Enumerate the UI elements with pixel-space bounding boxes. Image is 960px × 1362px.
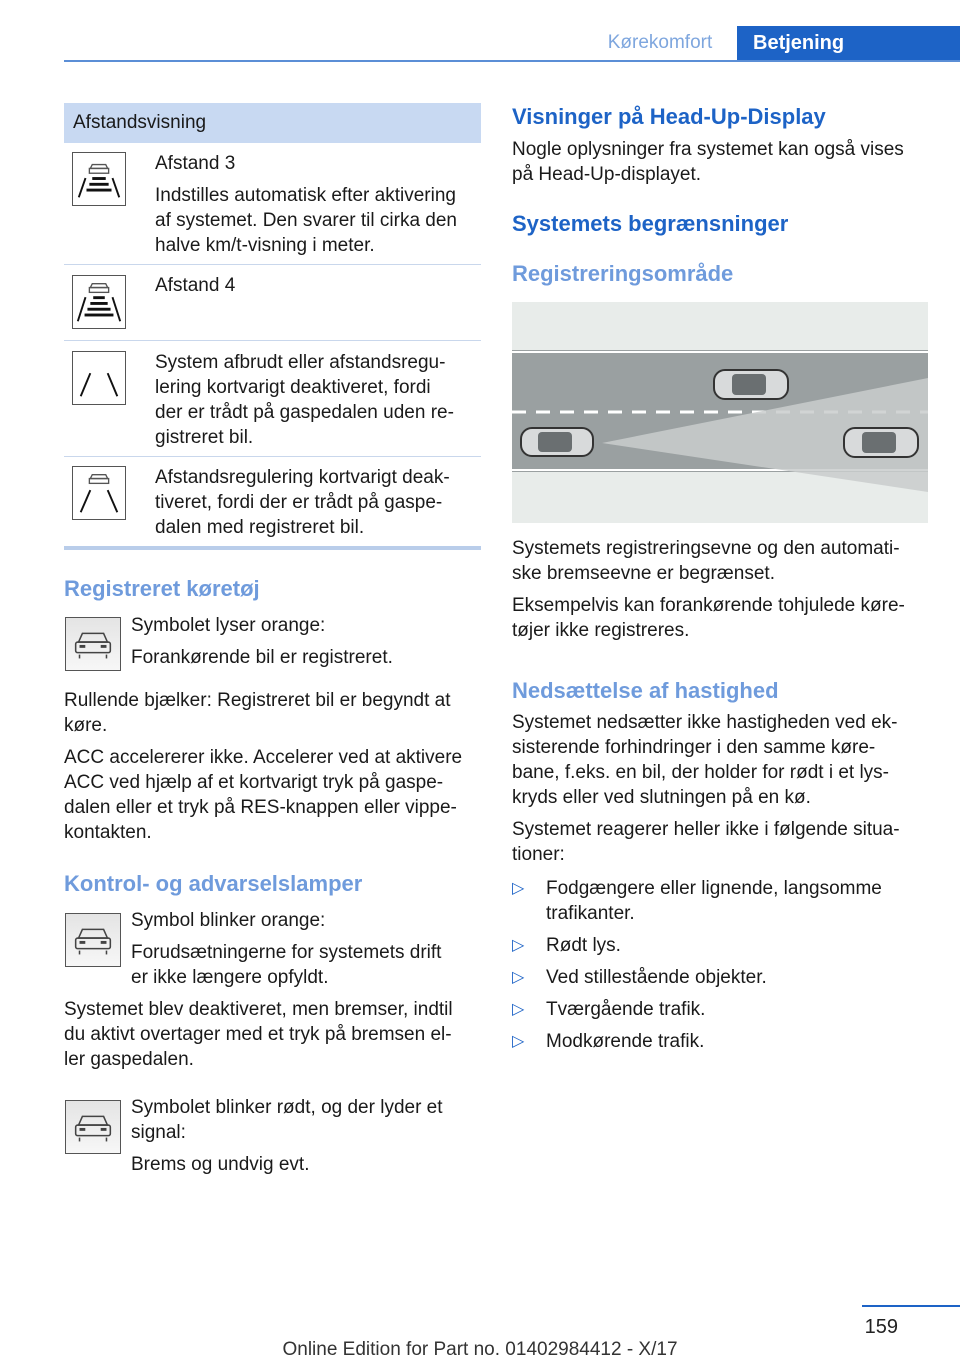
car-lane-icon [72, 466, 126, 520]
red-symbol-line: signal: [131, 1122, 186, 1143]
car-warning-orange-icon [65, 913, 121, 967]
car-warning-red-icon [65, 1100, 121, 1154]
distance-4-title: Afstand 4 [155, 275, 236, 296]
warning-symbol-text: Symbol blinker orange: [131, 910, 326, 931]
range-text-line: Eksempelvis kan forankørende tohjulede køre- [512, 595, 905, 616]
table-row-divider [64, 264, 481, 265]
bullet-triangle-icon: ▷ [512, 937, 525, 954]
speed-text-line: kryds eller ved slutningen på en kø. [512, 787, 811, 808]
car-lane-desc-line: tiveret, fordi der er trådt på gaspe- [155, 492, 443, 513]
acc-text-line: ACC ved hjælp af et kortvarigt tryk på gaspe- [64, 772, 444, 793]
header-tab-korekomfort[interactable]: Kørekomfort [607, 32, 713, 53]
warning-desc-line: Forudsætningerne for systemets drift [131, 942, 442, 963]
car-lane-desc-line: Afstandsregulering kortvarigt deak- [155, 467, 450, 488]
header-tab-betjening[interactable]: Betjening [737, 26, 960, 62]
distance-3-desc-line: halve km/t-visning i meter. [155, 235, 375, 256]
table-row-divider [64, 340, 481, 341]
acc-text-line: ACC accelererer ikke. Accelerer ved at aktivere [64, 747, 463, 768]
bullet-text: Ved stillestående objekter. [546, 967, 767, 988]
hud-text-line: på Head-Up-displayet. [512, 164, 702, 185]
table-bottom-rule [64, 546, 481, 550]
distance-3-icon [72, 152, 126, 206]
registered-symbol-text: Symbolet lyser orange: [131, 615, 326, 636]
car-ahead-same-lane-icon [844, 428, 918, 457]
limits-heading: Systemets begrænsninger [512, 211, 789, 236]
distance-table-heading: Afstandsvisning [64, 103, 481, 143]
red-symbol-line: Symbolet blinker rødt, og der lyder et [131, 1097, 443, 1118]
speed-text-line: bane, f.eks. en bil, der holder for rødt i et lys- [512, 762, 890, 783]
bullet-triangle-icon: ▷ [512, 969, 525, 986]
deactivated-text-line: Systemet blev deaktiveret, men bremser, indtil [64, 999, 453, 1020]
lane-lines-icon [72, 351, 126, 405]
bullet-text: Fodgængere eller lignende, langsomme [546, 878, 882, 899]
range-heading: Registreringsområde [512, 261, 734, 286]
deactivated-text-line: ler gaspedalen. [64, 1049, 194, 1070]
car-ahead-lane2-icon [714, 370, 788, 399]
deactivated-text-line: du aktivt overtager med et tryk på bremsen el- [64, 1024, 452, 1045]
distance-3-title: Afstand 3 [155, 153, 236, 174]
warning-lamps-heading: Kontrol- og advarselslamper [64, 871, 363, 896]
range-text-line: Systemets registreringsevne og den automati- [512, 538, 900, 559]
page-number: 159 [864, 1316, 898, 1338]
speed-text-line: Systemet reagerer heller ikke i følgende situa- [512, 819, 900, 840]
lane-lines-desc-line: gistreret bil. [155, 427, 254, 448]
registered-vehicle-heading: Registreret køretøj [64, 576, 260, 601]
acc-text-line: kontakten. [64, 822, 152, 843]
detection-range-illustration [512, 302, 928, 523]
distance-3-desc-line: af systemet. Den svarer til cirka den [155, 210, 457, 231]
hud-heading: Visninger på Head-Up-Display [512, 104, 826, 129]
header-divider [64, 60, 960, 62]
bullet-triangle-icon: ▷ [512, 1033, 525, 1050]
hud-text-line: Nogle oplysninger fra systemet kan også vises [512, 139, 904, 160]
acc-text-line: dalen eller et tryk på RES-knappen eller vippe- [64, 797, 457, 818]
range-text-line: tøjer ikke registreres. [512, 620, 690, 641]
lane-lines-desc-line: System afbrudt eller afstandsregu- [155, 352, 446, 373]
bullet-text: Rødt lys. [546, 935, 621, 956]
edition-note: Online Edition for Part no. 01402984412 - X/17 [282, 1339, 678, 1360]
range-text-line: ske bremseevne er begrænset. [512, 563, 775, 584]
bullet-triangle-icon: ▷ [512, 1001, 525, 1018]
footer-divider [862, 1305, 960, 1307]
speed-reduction-heading: Nedsættelse af hastighed [512, 678, 779, 703]
registered-desc-text: Forankørende bil er registreret. [131, 647, 393, 668]
car-symbol-icon [65, 617, 121, 671]
lane-lines-desc-line: der er trådt på gaspedalen uden re- [155, 402, 454, 423]
lane-lines-desc-line: lering kortvarigt deaktiveret, fordi [155, 377, 431, 398]
car-lane-desc-line: dalen med registreret bil. [155, 517, 365, 538]
bullet-text: trafikanter. [546, 903, 635, 924]
warning-desc-line: er ikke længere opfyldt. [131, 967, 329, 988]
distance-4-icon [72, 275, 126, 329]
speed-text-line: tioner: [512, 844, 565, 865]
bullet-text: Tværgående trafik. [546, 999, 706, 1020]
speed-text-line: Systemet nedsætter ikke hastigheden ved ek- [512, 712, 898, 733]
distance-3-desc-line: Indstilles automatisk efter aktivering [155, 185, 456, 206]
car-detecting-icon [521, 428, 593, 456]
rolling-bars-line: Rullende bjælker: Registreret bil er begyndt at [64, 690, 451, 711]
speed-text-line: sisterende forhindringer i den samme køre- [512, 737, 876, 758]
brake-desc-text: Brems og undvig evt. [131, 1154, 310, 1175]
bullet-text: Modkørende trafik. [546, 1031, 705, 1052]
bullet-triangle-icon: ▷ [512, 880, 525, 897]
table-row-divider [64, 456, 481, 457]
rolling-bars-line: køre. [64, 715, 108, 736]
